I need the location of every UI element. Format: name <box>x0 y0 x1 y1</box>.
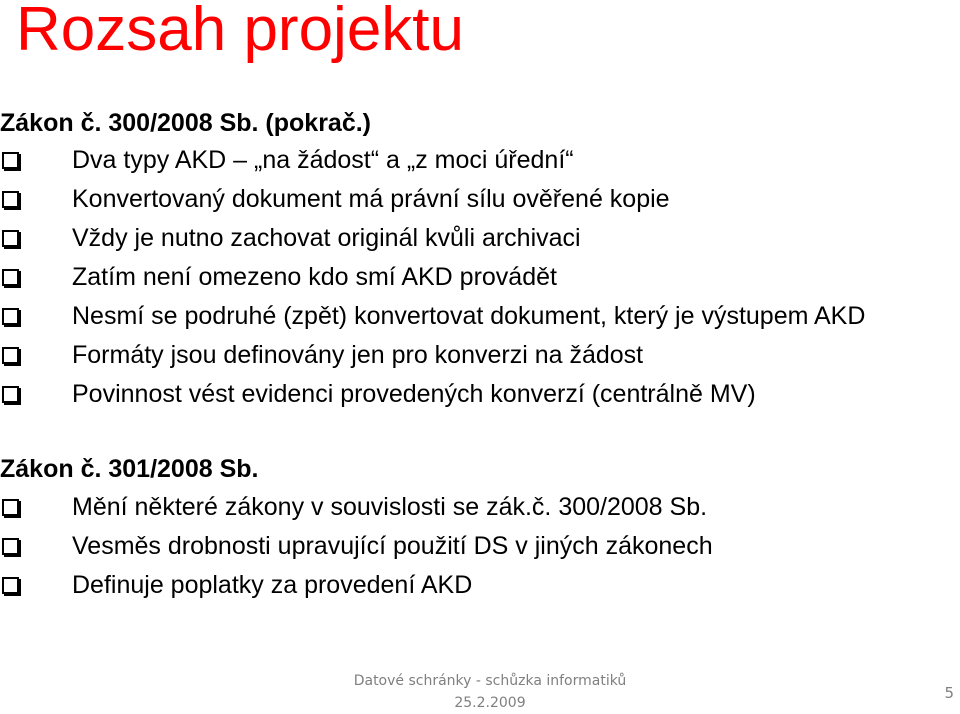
checkbox-bullet-icon <box>2 230 19 247</box>
checkbox-bullet-icon <box>2 191 19 208</box>
checkbox-bullet-icon <box>2 386 19 403</box>
checkbox-bullet-icon <box>2 347 19 364</box>
list-item-text: Zatím není omezeno kdo smí AKD provádět <box>72 263 557 291</box>
list-item-text: Vždy je nutno zachovat originál kvůli archivaci <box>72 224 581 252</box>
checkbox-bullet-icon <box>2 499 19 516</box>
checkbox-bullet-icon <box>2 577 19 594</box>
checkbox-bullet-icon <box>2 538 19 555</box>
list-item-text: Dva typy AKD – „na žádost“ a „z moci úřední“ <box>72 146 574 174</box>
page-number: 5 <box>944 684 954 702</box>
slide-title: Rozsah projektu <box>16 0 465 64</box>
checkbox-bullet-icon <box>2 269 19 286</box>
list-item-text: Definuje poplatky za provedení AKD <box>72 571 473 599</box>
footer-date: 25.2.2009 <box>454 695 526 711</box>
section-heading-zakon-300: Zákon č. 300/2008 Sb. (pokrač.) <box>0 109 371 137</box>
section-heading-zakon-301: Zákon č. 301/2008 Sb. <box>0 455 259 483</box>
list-item-text: Konvertovaný dokument má právní sílu ověřené kopie <box>72 185 670 213</box>
footer-event: Datové schránky - schůzka informatiků <box>353 673 627 689</box>
list-item-text: Formáty jsou definovány jen pro konverzi na žádost <box>72 341 644 369</box>
checkbox-bullet-icon <box>2 308 19 325</box>
list-item-text: Mění některé zákony v souvislosti se zák.č. 300/2008 Sb. <box>72 493 708 521</box>
list-item-text: Povinnost vést evidenci provedených konverzí (centrálně MV) <box>72 380 756 408</box>
list-item-text: Vesměs drobnosti upravující použití DS v jiných zákonech <box>72 532 713 560</box>
footer <box>340 670 640 714</box>
checkbox-bullet-icon <box>2 152 19 169</box>
list-item-text: Nesmí se podruhé (zpět) konvertovat dokument, který je výstupem AKD <box>72 302 866 330</box>
